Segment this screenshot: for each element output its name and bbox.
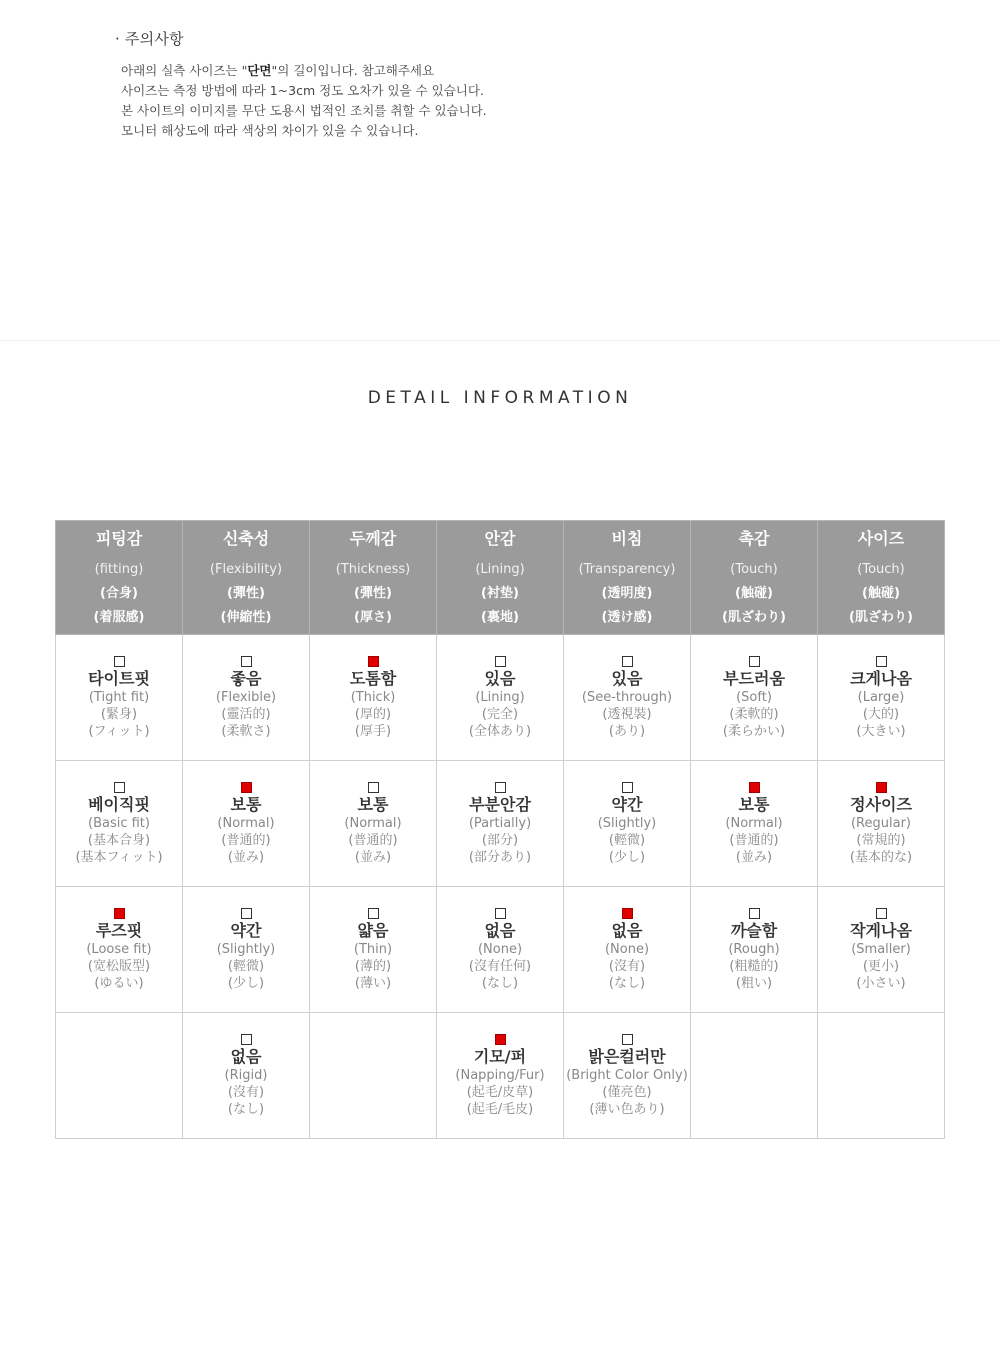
option-label-en: (Tight fit): [88, 689, 150, 705]
column-title: 피팅감: [95, 528, 143, 548]
option-label-cn: (完全): [481, 706, 519, 722]
notice-line-1-bold: 단면: [247, 63, 272, 78]
column-subtitle-en: (Touch): [730, 561, 778, 577]
option-content: [564, 908, 690, 992]
option-label-cn: (普通的): [348, 832, 398, 848]
table-row: [56, 1013, 945, 1139]
notice-line-2: 사이즈는 측정 방법에 따라 1~3cm 정도 오차가 있을 수 있습니다.: [121, 83, 484, 98]
unchecked-box-icon: [622, 656, 633, 667]
option-label-jp: (柔軟さ): [221, 723, 271, 739]
column-subtitle-jp: (着服感): [93, 609, 145, 625]
unchecked-box-icon: [114, 782, 125, 793]
column-subtitle-en: (Transparency): [578, 561, 676, 577]
option-content: [183, 1034, 309, 1118]
option-content: [437, 782, 563, 866]
detail-info-table: [55, 520, 945, 1139]
option-label-ko: 약간: [230, 920, 262, 940]
option-label-cn: (粗糙的): [729, 958, 779, 974]
empty-cell: [56, 1013, 183, 1139]
option-label-cn: (僅亮色): [602, 1084, 652, 1100]
column-header: [56, 521, 183, 635]
column-title: 사이즈: [857, 528, 905, 548]
option-content: [564, 656, 690, 740]
unchecked-box-icon: [241, 908, 252, 919]
option-label-cn: (靈活的): [221, 706, 271, 722]
column-subtitle-en: (Thickness): [335, 561, 411, 577]
option-label-ko: 부분안감: [469, 794, 531, 814]
option-cell: [183, 635, 310, 761]
option-cell: [437, 1013, 564, 1139]
column-header: [818, 521, 945, 635]
option-cell: [818, 761, 945, 887]
column-subtitle-cn: (触碰): [862, 585, 900, 601]
option-cell: [564, 761, 691, 887]
option-content: [183, 656, 309, 740]
option-label-en: (None): [604, 941, 650, 957]
column-header: [310, 521, 437, 635]
checked-box-icon: [368, 656, 379, 667]
unchecked-box-icon: [368, 782, 379, 793]
unchecked-box-icon: [368, 908, 379, 919]
option-label-ko: 도톰함: [349, 668, 397, 688]
option-content: [56, 782, 182, 866]
table-row: [56, 635, 945, 761]
option-label-ko: 얇음: [357, 920, 389, 940]
option-cell: [437, 761, 564, 887]
option-label-jp: (なし): [227, 1101, 265, 1117]
option-label-en: (Flexible): [215, 689, 277, 705]
column-subtitle-cn: (合身): [100, 585, 138, 601]
column-title: 안감: [484, 528, 516, 548]
option-label-ko: 보통: [738, 794, 770, 814]
table-header-row: [56, 521, 945, 635]
option-label-cn: (厚的): [354, 706, 392, 722]
unchecked-box-icon: [876, 656, 887, 667]
option-label-en: (Bright Color Only): [566, 1067, 688, 1083]
option-label-en: (Napping/Fur): [455, 1067, 545, 1083]
column-subtitle-cn: (衬垫): [481, 585, 519, 601]
unchecked-box-icon: [495, 782, 506, 793]
option-label-en: (Slightly): [597, 815, 657, 831]
option-label-en: (None): [477, 941, 523, 957]
column-title: 두께감: [349, 528, 397, 548]
option-content: [818, 656, 944, 740]
column-subtitle-jp: (伸縮性): [220, 609, 272, 625]
option-content: [691, 656, 817, 740]
option-cell: [818, 887, 945, 1013]
option-label-cn: (輕微): [608, 832, 646, 848]
option-cell: [183, 887, 310, 1013]
option-label-jp: (全体あり): [468, 723, 532, 739]
option-label-cn: (透視裝): [602, 706, 652, 722]
option-label-cn: (沒有): [227, 1084, 265, 1100]
option-label-en: (Normal): [725, 815, 783, 831]
option-label-cn: (柔軟的): [729, 706, 779, 722]
column-header: [691, 521, 818, 635]
option-label-jp: (なし): [608, 975, 646, 991]
option-content: [691, 908, 817, 992]
column-subtitle-en: (Lining): [475, 561, 525, 577]
option-cell: [183, 1013, 310, 1139]
option-label-en: (Normal): [344, 815, 402, 831]
option-label-jp: (基本フィット): [75, 849, 163, 865]
option-label-cn: (沒有任何): [468, 958, 532, 974]
option-label-ko: 작게나옴: [850, 920, 912, 940]
option-cell: [691, 887, 818, 1013]
option-label-en: (Slightly): [216, 941, 276, 957]
option-content: [56, 908, 182, 992]
column-title: 촉감: [738, 528, 770, 548]
option-label-cn: (常規的): [856, 832, 906, 848]
option-label-jp: (柔らかい): [722, 723, 786, 739]
option-label-jp: (小さい): [856, 975, 906, 991]
option-cell: [56, 887, 183, 1013]
option-label-ko: 루즈핏: [95, 920, 143, 940]
option-label-en: (Thin): [353, 941, 393, 957]
table-row: [56, 887, 945, 1013]
option-content: [437, 908, 563, 992]
option-label-cn: (基本合身): [87, 832, 151, 848]
option-content: [183, 908, 309, 992]
option-label-jp: (並み): [227, 849, 265, 865]
option-label-jp: (ゆるい): [94, 975, 144, 991]
option-label-jp: (少し): [227, 975, 265, 991]
option-content: [437, 1034, 563, 1118]
option-label-ko: 밝은컬러만: [588, 1046, 666, 1066]
column-title: 비침: [611, 528, 643, 548]
column-subtitle-en: (Flexibility): [209, 561, 283, 577]
option-cell: [437, 635, 564, 761]
option-label-jp: (薄い色あり): [589, 1101, 665, 1117]
option-label-jp: (なし): [481, 975, 519, 991]
column-subtitle-jp: (肌ざわり): [849, 609, 913, 625]
option-content: [564, 1034, 690, 1118]
notice-section: [115, 28, 487, 141]
option-label-en: (See-through): [581, 689, 673, 705]
option-content: [310, 782, 436, 866]
column-subtitle-jp: (肌ざわり): [722, 609, 786, 625]
option-cell: [564, 887, 691, 1013]
option-content: [437, 656, 563, 740]
column-header: [183, 521, 310, 635]
unchecked-box-icon: [241, 1034, 252, 1045]
option-label-en: (Loose fit): [86, 941, 152, 957]
notice-line-1: [121, 61, 487, 81]
option-label-ko: 없음: [611, 920, 643, 940]
column-header: [437, 521, 564, 635]
checked-box-icon: [495, 1034, 506, 1045]
option-label-ko: 없음: [230, 1046, 262, 1066]
notice-line-1-pre: 아래의 실측 사이즈는 ": [121, 63, 248, 78]
column-subtitle-jp: (厚さ): [354, 609, 392, 625]
checked-box-icon: [622, 908, 633, 919]
option-cell: [56, 761, 183, 887]
unchecked-box-icon: [495, 656, 506, 667]
option-label-ko: 베이직핏: [88, 794, 150, 814]
option-label-cn: (更小): [862, 958, 900, 974]
unchecked-box-icon: [622, 1034, 633, 1045]
column-subtitle-cn: (透明度): [601, 585, 653, 601]
option-cell: [818, 635, 945, 761]
column-subtitle-en: (Touch): [857, 561, 905, 577]
option-cell: [310, 635, 437, 761]
option-label-ko: 타이트핏: [88, 668, 150, 688]
option-content: [310, 656, 436, 740]
option-label-en: (Rough): [728, 941, 780, 957]
option-label-cn: (緊身): [100, 706, 138, 722]
unchecked-box-icon: [622, 782, 633, 793]
column-subtitle-en: (fitting): [94, 561, 144, 577]
option-label-jp: (粗い): [735, 975, 773, 991]
column-subtitle-jp: (裏地): [481, 609, 519, 625]
checked-box-icon: [876, 782, 887, 793]
table-body: [56, 635, 945, 1139]
option-label-ko: 보통: [357, 794, 389, 814]
checked-box-icon: [749, 782, 760, 793]
option-label-ko: 있음: [484, 668, 516, 688]
unchecked-box-icon: [241, 656, 252, 667]
option-label-jp: (並み): [735, 849, 773, 865]
unchecked-box-icon: [876, 908, 887, 919]
unchecked-box-icon: [114, 656, 125, 667]
option-label-cn: (起毛/皮草): [466, 1084, 534, 1100]
option-cell: [564, 1013, 691, 1139]
option-label-ko: 정사이즈: [850, 794, 912, 814]
option-label-jp: (厚手): [354, 723, 392, 739]
option-cell: [691, 761, 818, 887]
column-title: 신축성: [222, 528, 270, 548]
option-content: [818, 782, 944, 866]
option-label-en: (Large): [857, 689, 905, 705]
column-subtitle-cn: (彈性): [354, 585, 392, 601]
notice-lines: [121, 61, 487, 141]
option-label-jp: (薄い): [354, 975, 392, 991]
section-title: DETAIL INFORMATION: [367, 388, 633, 408]
column-header: [564, 521, 691, 635]
option-content: [818, 908, 944, 992]
option-cell: [310, 887, 437, 1013]
option-label-ko: 좋음: [230, 668, 262, 688]
option-label-en: (Partially): [468, 815, 532, 831]
option-content: [183, 782, 309, 866]
option-content: [56, 656, 182, 740]
option-label-en: (Thick): [350, 689, 396, 705]
option-content: [310, 908, 436, 992]
section-divider: [0, 340, 1000, 341]
option-cell: [183, 761, 310, 887]
option-label-ko: 보통: [230, 794, 262, 814]
column-subtitle-jp: (透け感): [601, 609, 653, 625]
option-label-en: (Soft): [736, 689, 772, 705]
option-label-cn: (大的): [862, 706, 900, 722]
empty-cell: [691, 1013, 818, 1139]
notice-line-3: 본 사이트의 이미지를 무단 도용시 법적인 조치를 취할 수 있습니다.: [121, 103, 487, 118]
option-label-jp: (あり): [608, 723, 646, 739]
unchecked-box-icon: [749, 908, 760, 919]
option-label-ko: 없음: [484, 920, 516, 940]
notice-line-4: 모니터 해상도에 따라 색상의 차이가 있을 수 있습니다.: [121, 123, 419, 138]
option-cell: [437, 887, 564, 1013]
column-subtitle-cn: (彈性): [227, 585, 265, 601]
notice-title: · 주의사항: [115, 30, 184, 48]
option-content: [564, 782, 690, 866]
option-label-cn: (普通的): [729, 832, 779, 848]
option-label-jp: (部分あり): [468, 849, 532, 865]
option-label-cn: (薄的): [354, 958, 392, 974]
unchecked-box-icon: [495, 908, 506, 919]
option-label-cn: (普通的): [221, 832, 271, 848]
option-label-ko: 있음: [611, 668, 643, 688]
option-label-ko: 기모/퍼: [473, 1046, 527, 1066]
option-content: [691, 782, 817, 866]
option-label-ko: 부드러움: [723, 668, 785, 688]
empty-cell: [818, 1013, 945, 1139]
option-label-en: (Smaller): [851, 941, 911, 957]
checked-box-icon: [114, 908, 125, 919]
option-label-en: (Lining): [475, 689, 525, 705]
option-label-ko: 까슬함: [730, 920, 778, 940]
option-label-jp: (基本的な): [849, 849, 913, 865]
option-cell: [56, 635, 183, 761]
option-label-cn: (宽松版型): [87, 958, 151, 974]
empty-cell: [310, 1013, 437, 1139]
checked-box-icon: [241, 782, 252, 793]
option-label-cn: (輕微): [227, 958, 265, 974]
option-cell: [310, 761, 437, 887]
option-label-ko: 크게나옴: [850, 668, 912, 688]
option-label-jp: (並み): [354, 849, 392, 865]
table-row: [56, 761, 945, 887]
option-label-en: (Rigid): [224, 1067, 268, 1083]
option-label-jp: (少し): [608, 849, 646, 865]
option-label-cn: (部分): [481, 832, 519, 848]
option-label-ko: 약간: [611, 794, 643, 814]
option-label-en: (Normal): [217, 815, 275, 831]
option-label-en: (Basic fit): [88, 815, 150, 831]
option-label-jp: (フィット): [88, 723, 150, 739]
unchecked-box-icon: [749, 656, 760, 667]
option-label-jp: (大きい): [856, 723, 906, 739]
option-cell: [564, 635, 691, 761]
column-subtitle-cn: (触碰): [735, 585, 773, 601]
option-label-en: (Regular): [850, 815, 911, 831]
option-label-cn: (沒有): [608, 958, 646, 974]
option-cell: [691, 635, 818, 761]
option-label-jp: (起毛/毛皮): [466, 1101, 534, 1117]
notice-line-1-post: "의 길이입니다. 참고해주세요: [271, 63, 435, 78]
